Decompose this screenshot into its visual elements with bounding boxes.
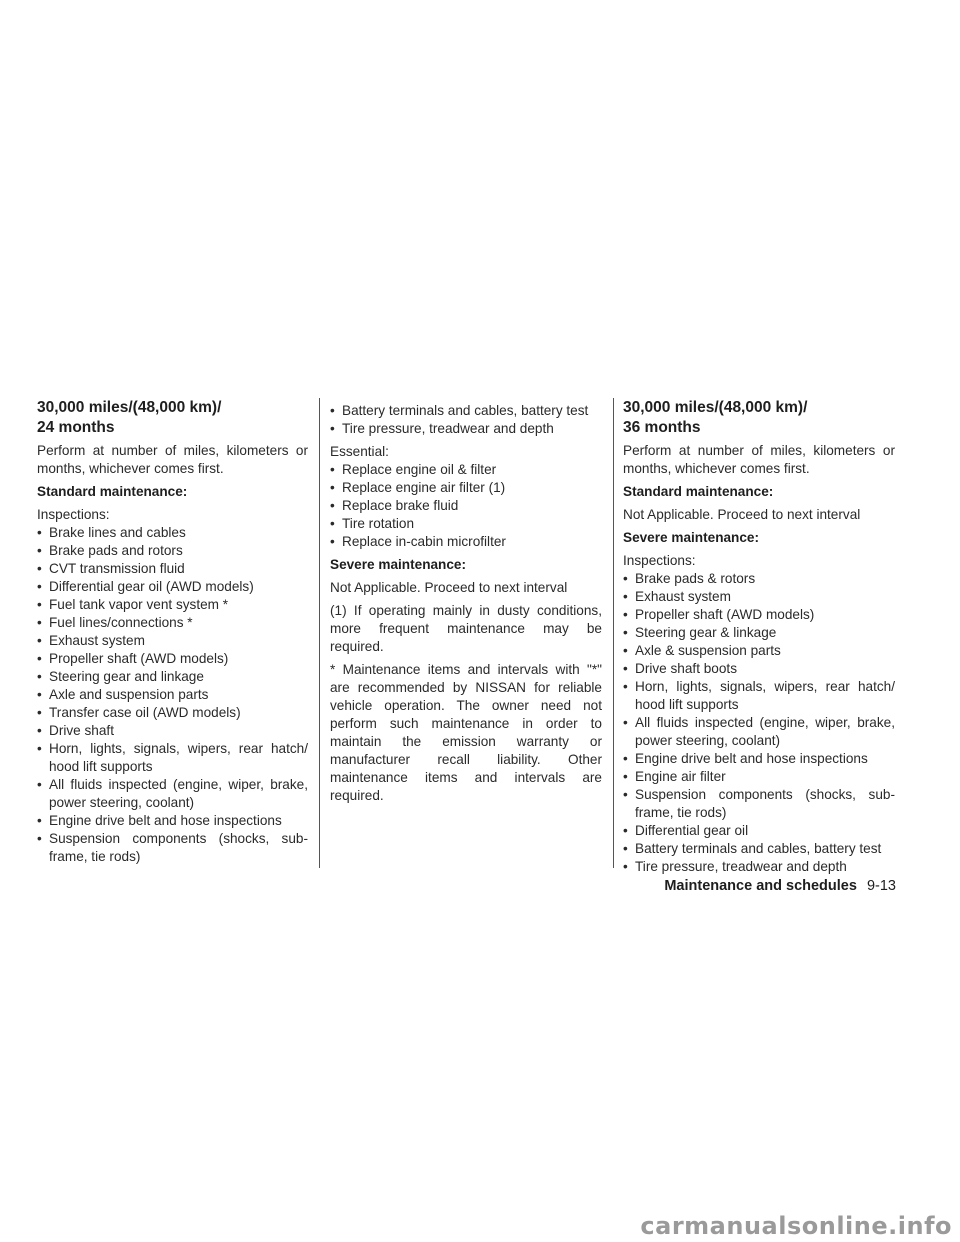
inspection-list (623, 570, 895, 876)
list-item: • Fuel tank vapor vent system * (37, 596, 308, 614)
list-item: • All fluids inspected (engine, wiper, brake, power steering, coolant) (37, 776, 308, 812)
standard-maintenance-label: Standard maintenance: (623, 484, 774, 499)
page-footer (664, 878, 896, 894)
list-item: • Brake lines and cables (37, 524, 308, 542)
list-item: • Axle and suspension parts (37, 686, 308, 704)
standard-maintenance-text: Not Applicable. Proceed to next interval (623, 507, 861, 522)
list-item: • Engine air filter (623, 768, 895, 786)
list-item: • Fuel lines/connections * (37, 614, 308, 632)
list-item: • CVT transmission fluid (37, 560, 308, 578)
column-continued (330, 402, 602, 810)
intro-text: Perform at number of miles, kilometers or months, whichever comes first. (37, 443, 308, 476)
list-item: • Replace engine oil & filter (330, 461, 602, 479)
list-item: • Tire pressure, treadwear and depth (623, 858, 895, 876)
column-36-months (623, 398, 895, 876)
list-item: • Exhaust system (37, 632, 308, 650)
severe-maintenance-label: Severe maintenance: (330, 557, 467, 572)
list-item: • Suspension components (shocks, sub-frame, tie rods) (623, 786, 895, 822)
essential-label: Essential: (330, 444, 389, 459)
list-item: • Battery terminals and cables, battery test (623, 840, 895, 858)
page-number: 9-13 (866, 878, 896, 894)
footnote-asterisk: * Maintenance items and intervals with "*" are recommended by NISSAN for reliable vehicle operation. The owner need not perform such maintenance in order to maintain the emission warranty or manufacturer recall liability. Other maintenance items and intervals are required. (330, 662, 602, 803)
standard-maintenance-label: Standard maintenance: (37, 484, 188, 499)
list-item: • Replace engine air filter (1) (330, 479, 602, 497)
list-item: • Replace brake fluid (330, 497, 602, 515)
list-item: • Steering gear and linkage (37, 668, 308, 686)
column-24-months (37, 398, 308, 866)
list-item: • All fluids inspected (engine, wiper, brake, power steering, coolant) (623, 714, 895, 750)
essential-list (330, 461, 602, 551)
list-item: • Axle & suspension parts (623, 642, 895, 660)
list-item: • Drive shaft boots (623, 660, 895, 678)
list-item: • Tire rotation (330, 515, 602, 533)
list-item: • Battery terminals and cables, battery test (330, 402, 602, 420)
list-item: • Drive shaft (37, 722, 308, 740)
footer-section-title: Maintenance and schedules (664, 878, 857, 894)
list-item: • Horn, lights, signals, wipers, rear hatch/ hood lift supports (623, 678, 895, 714)
list-item: • Exhaust system (623, 588, 895, 606)
list-item: • Transfer case oil (AWD models) (37, 704, 308, 722)
intro-text: Perform at number of miles, kilometers or months, whichever comes first. (623, 443, 895, 476)
inspections-label: Inspections: (623, 553, 696, 568)
severe-maintenance-label: Severe maintenance: (623, 530, 760, 545)
list-item: • Suspension components (shocks, sub-frame, tie rods) (37, 830, 308, 866)
column-divider (319, 398, 320, 868)
list-item: • Horn, lights, signals, wipers, rear hatch/ hood lift supports (37, 740, 308, 776)
list-item: • Propeller shaft (AWD models) (623, 606, 895, 624)
list-item: • Differential gear oil (AWD models) (37, 578, 308, 596)
severe-maintenance-text: Not Applicable. Proceed to next interval (330, 580, 568, 595)
list-item: • Brake pads and rotors (37, 542, 308, 560)
list-item: • Brake pads & rotors (623, 570, 895, 588)
list-item: • Propeller shaft (AWD models) (37, 650, 308, 668)
list-item: • Engine drive belt and hose inspections (37, 812, 308, 830)
inspection-list-continued (330, 402, 602, 438)
list-item: • Differential gear oil (623, 822, 895, 840)
inspections-label: Inspections: (37, 507, 110, 522)
footnote-dusty: (1) If operating mainly in dusty conditions, more frequent maintenance may be required. (330, 603, 602, 654)
section-heading-36-months: 30,000 miles/(48,000 km)/ 36 months (623, 399, 808, 436)
list-item: • Engine drive belt and hose inspections (623, 750, 895, 768)
watermark: carmanualsonline.info (640, 1212, 952, 1240)
column-divider (613, 398, 614, 868)
section-heading-24-months: 30,000 miles/(48,000 km)/ 24 months (37, 399, 222, 436)
list-item: • Tire pressure, treadwear and depth (330, 420, 602, 438)
inspection-list (37, 524, 308, 866)
list-item: • Steering gear & linkage (623, 624, 895, 642)
list-item: • Replace in-cabin microfilter (330, 533, 602, 551)
